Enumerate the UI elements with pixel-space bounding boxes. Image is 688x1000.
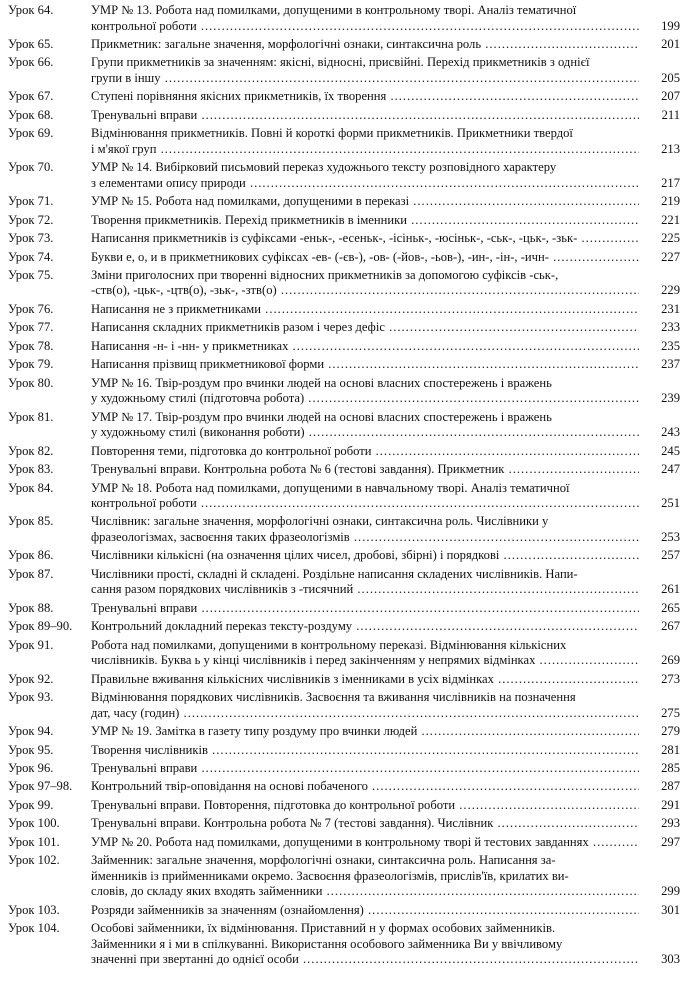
lesson-number: Урок 93. <box>8 690 54 705</box>
lesson-title <box>91 108 639 124</box>
lesson-title <box>91 724 639 740</box>
lesson-title-line: Числівники кількісні (на означення цілих чисел, дробові, збірні) і порядкові ..... <box>91 548 639 564</box>
toc-entry[interactable] <box>0 302 688 318</box>
toc-entry[interactable] <box>0 481 688 512</box>
page-number: 257 <box>646 548 680 564</box>
lesson-number: Урок 68. <box>8 107 54 122</box>
lesson-number: Урок 70. <box>8 160 54 175</box>
lesson-number: Урок 73. <box>8 231 54 246</box>
lesson-title <box>91 55 639 86</box>
lesson-title <box>91 376 639 407</box>
toc-entry[interactable] <box>0 213 688 229</box>
page-number: 247 <box>646 462 680 478</box>
lesson-number: Урок 79. <box>8 357 54 372</box>
lesson-title <box>91 231 639 247</box>
page-number: 201 <box>646 37 680 53</box>
lesson-title <box>91 761 639 777</box>
page-number: 299 <box>646 884 680 900</box>
toc-entry[interactable] <box>0 126 688 157</box>
page-number: 219 <box>646 194 680 210</box>
toc-entry[interactable] <box>0 724 688 740</box>
lesson-title <box>91 743 639 759</box>
lesson-title <box>91 779 639 795</box>
lesson-title-line: йменників із прийменниками окремо. Засвоєння фразеологізмів, прислів'їв, крилатих ви- <box>91 868 569 883</box>
page-number: 267 <box>646 619 680 635</box>
lesson-title <box>91 37 639 53</box>
lesson-number: Урок 71. <box>8 194 54 209</box>
page-number: 217 <box>646 176 680 192</box>
lesson-title-line: Тренувальні вправи. Повторення, підготовка до контрольної роботи ..... <box>91 798 639 814</box>
lesson-number: Урок 101. <box>8 834 60 849</box>
toc-entry[interactable] <box>0 816 688 832</box>
lesson-title-line: Написання прізвищ прикметникової форми ..... <box>91 357 639 373</box>
lesson-title-line: значенні при звертанні до однієї особи ..... <box>91 952 639 968</box>
page-number: 285 <box>646 761 680 777</box>
lesson-title-line: Творення прикметників. Перехід прикметників в іменники ..... <box>91 213 639 229</box>
lesson-title-line: Займенники я і ми в спілкуванні. Використання особового займенника Ви у ввічливому <box>91 936 563 951</box>
lesson-title-line: Тренувальні вправи ..... <box>91 108 639 124</box>
page-number: 243 <box>646 425 680 441</box>
toc-entry[interactable] <box>0 268 688 299</box>
lesson-title <box>91 194 639 210</box>
lesson-title-line: Повторення теми, підготовка до контрольної роботи ..... <box>91 444 639 460</box>
lesson-title <box>91 835 639 851</box>
lesson-number: Урок 102. <box>8 853 60 868</box>
lesson-number: Урок 74. <box>8 249 54 264</box>
lesson-number: Урок 84. <box>8 480 54 495</box>
lesson-title-line: УМР № 13. Робота над помилками, допущеними в контрольному творі. Аналіз тематичної <box>91 3 577 17</box>
lesson-title <box>91 89 639 105</box>
lesson-title-line: УМР № 17. Твір-роздум про вчинки людей на основі власних спостережень і вражень <box>91 409 552 424</box>
toc-entry[interactable] <box>0 619 688 635</box>
page-number: 261 <box>646 582 680 598</box>
lesson-number: Урок 95. <box>8 742 54 757</box>
lesson-title-line: Написання -н- і -нн- у прикметниках ..... <box>91 339 639 355</box>
lesson-title-line: Робота над помилками, допущеними в контрольному переказі. Відмінювання кількісних <box>91 637 567 652</box>
lesson-title-line: Тренувальні вправи ..... <box>91 761 639 777</box>
lesson-title-line: Займенник: загальне значення, морфологічні ознаки, синтаксична роль. Написання за- <box>91 853 556 868</box>
lesson-title <box>91 672 639 688</box>
lesson-number: Урок 86. <box>8 548 54 563</box>
lesson-title-line: Особові займенники, їх відмінювання. Приставний н у формах особових займенників. <box>91 921 556 936</box>
toc-entry[interactable] <box>0 690 688 721</box>
lesson-number: Урок 103. <box>8 902 60 917</box>
page-number: 237 <box>646 357 680 373</box>
lesson-title <box>91 302 639 318</box>
toc-entry[interactable] <box>0 357 688 373</box>
toc-entry[interactable] <box>0 761 688 777</box>
page-number: 233 <box>646 320 680 336</box>
lesson-number: Урок 100. <box>8 816 60 831</box>
lesson-title-line: Розряди займенників за значенням (ознайомлення) ..... <box>91 903 639 919</box>
lesson-number: Урок 91. <box>8 637 54 652</box>
page-number: 205 <box>646 71 680 87</box>
lesson-title-line: Творення числівників ..... <box>91 743 639 759</box>
lesson-title-line: Числівники прості, складні й складені. Роздільне написання складених числівників. Напи- <box>91 566 578 581</box>
lesson-number: Урок 67. <box>8 89 54 104</box>
lesson-title <box>91 690 639 721</box>
toc-entry[interactable] <box>0 638 688 669</box>
lesson-number: Урок 78. <box>8 338 54 353</box>
page-number: 279 <box>646 724 680 740</box>
page-number: 207 <box>646 89 680 105</box>
page-number: 281 <box>646 743 680 759</box>
lesson-number: Урок 92. <box>8 671 54 686</box>
lesson-title-line: дат, часу (годин) ..... <box>91 706 639 722</box>
lesson-title <box>91 567 639 598</box>
lesson-number: Урок 104. <box>8 921 60 936</box>
lesson-title <box>91 3 639 34</box>
page-number: 239 <box>646 391 680 407</box>
lesson-title-line: словів, до складу яких входять займенники ..... <box>91 884 639 900</box>
lesson-number: Урок 88. <box>8 600 54 615</box>
toc-entry[interactable] <box>0 194 688 210</box>
lesson-title <box>91 816 639 832</box>
lesson-number: Урок 85. <box>8 514 54 529</box>
toc-entry[interactable] <box>0 548 688 564</box>
lesson-number: Урок 94. <box>8 724 54 739</box>
page-number: 199 <box>646 19 680 35</box>
lesson-title-line: Написання не з прикметниками ..... <box>91 302 639 318</box>
lesson-number: Урок 99. <box>8 797 54 812</box>
lesson-title <box>91 481 639 512</box>
lesson-number: Урок 80. <box>8 375 54 390</box>
lesson-number: Урок 77. <box>8 320 54 335</box>
lesson-title-line: у художньому стилі (підготовча робота) ..... <box>91 391 639 407</box>
lesson-title-line: Відмінювання прикметників. Повні й короткі форми прикметників. Прикметники твердої <box>91 126 573 141</box>
lesson-title-line: УМР № 14. Вибірковий письмовий переказ художнього тексту розповідного характеру <box>91 160 557 175</box>
toc-entry[interactable] <box>0 672 688 688</box>
lesson-title-line: контрольної роботи ..... <box>91 19 639 35</box>
lesson-title-line: Контрольний докладний переказ тексту-роздуму ..... <box>91 619 639 635</box>
lesson-number: Урок 96. <box>8 760 54 775</box>
toc-entry[interactable] <box>0 3 688 34</box>
lesson-title-line: -ств(о), -цьк-, -цтв(о), -зьк-, -зтв(о) ..... <box>91 283 639 299</box>
lesson-title-line: Написання складних прикметників разом і через дефіс ..... <box>91 320 639 336</box>
toc-entry[interactable] <box>0 514 688 545</box>
page-number: 211 <box>646 108 680 124</box>
lesson-title-line: Ступені порівняння якісних прикметників, їх творення ..... <box>91 89 639 105</box>
toc-entry[interactable] <box>0 160 688 191</box>
page-number: 303 <box>646 952 680 968</box>
lesson-number: Урок 97–98. <box>8 779 73 794</box>
page-number: 301 <box>646 903 680 919</box>
toc-entry[interactable] <box>0 55 688 86</box>
lesson-title-line: Тренувальні вправи. Контрольна робота № 7 (тестові завдання). Числівник ..... <box>91 816 639 832</box>
page-number: 275 <box>646 706 680 722</box>
lesson-number: Урок 72. <box>8 212 54 227</box>
toc-entry[interactable] <box>0 410 688 441</box>
lesson-title <box>91 250 639 266</box>
lesson-title <box>91 798 639 814</box>
page-number: 225 <box>646 231 680 247</box>
toc-entry[interactable] <box>0 444 688 460</box>
lesson-title-line: сання разом порядкових числівників з -тисячний ..... <box>91 582 639 598</box>
lesson-number: Урок 76. <box>8 301 54 316</box>
page-number: 297 <box>646 835 680 851</box>
toc-entry[interactable] <box>0 567 688 598</box>
page-number: 229 <box>646 283 680 299</box>
page-number: 293 <box>646 816 680 832</box>
lesson-title-line: з елементами опису природи ..... <box>91 176 639 192</box>
toc-entry[interactable] <box>0 376 688 407</box>
lesson-title-line: Відмінювання порядкових числівників. Засвоєння та вживання числівників на позначення <box>91 690 576 705</box>
lesson-title-line: Тренувальні вправи. Контрольна робота № 6 (тестові завдання). Прикметник ..... <box>91 462 639 478</box>
page-number: 269 <box>646 653 680 669</box>
page-number: 251 <box>646 496 680 512</box>
lesson-title-line: УМР № 15. Робота над помилками, допущеними в переказі ..... <box>91 194 639 210</box>
lesson-title-line: Букви е, о, и в прикметникових суфіксах -ев- (-єв-), -ов- (-йов-, -ьов-), -ин-, -ін-, -ичн- ..... <box>91 250 639 266</box>
lesson-number: Урок 66. <box>8 55 54 70</box>
toc-entry[interactable] <box>0 231 688 247</box>
toc-entry[interactable] <box>0 462 688 478</box>
lesson-title <box>91 514 639 545</box>
page-number: 273 <box>646 672 680 688</box>
lesson-title-line: контрольної роботи ..... <box>91 496 639 512</box>
lesson-number: Урок 82. <box>8 443 54 458</box>
lesson-title <box>91 339 639 355</box>
toc-entry[interactable] <box>0 743 688 759</box>
lesson-number: Урок 83. <box>8 462 54 477</box>
lesson-title <box>91 357 639 373</box>
lesson-title <box>91 213 639 229</box>
lesson-number: Урок 87. <box>8 566 54 581</box>
lesson-title <box>91 903 639 919</box>
lesson-title-line: УМР № 18. Робота над помилками, допущеними в навчальному творі. Аналіз тематичної <box>91 480 570 495</box>
lesson-title <box>91 268 639 299</box>
lesson-title <box>91 619 639 635</box>
lesson-title-line: Написання прикметників із суфіксами -еньк-, -есеньк-, -ісіньк-, -юсіньк-, -ськ-, -цьк-, -зьк- ..... <box>91 231 639 247</box>
lesson-title <box>91 921 639 968</box>
lesson-title <box>91 853 639 900</box>
lesson-number: Урок 64. <box>8 3 54 17</box>
toc-entry[interactable] <box>0 89 688 105</box>
lesson-title-line: Зміни приголосних при творенні відносних прикметників за допомогою суфіксів -ськ-, <box>91 267 559 282</box>
lesson-number: Урок 89–90. <box>8 619 73 634</box>
lesson-title-line: Прикметник: загальне значення, морфологічні ознаки, синтаксична роль ..... <box>91 37 639 53</box>
lesson-title-line: Тренувальні вправи ..... <box>91 601 639 617</box>
page-number: 245 <box>646 444 680 460</box>
lesson-title-line: Числівник: загальне значення, морфологічні ознаки, синтаксична роль. Числівники у <box>91 514 549 529</box>
lesson-title-line: Правильне вживання кількісних числівників з іменниками в усіх відмінках ..... <box>91 672 639 688</box>
toc-entry[interactable] <box>0 108 688 124</box>
page-number: 265 <box>646 601 680 617</box>
lesson-title <box>91 320 639 336</box>
lesson-title-line: Групи прикметників за значенням: якісні, відносні, присвійні. Перехід прикметників з однієї <box>91 55 590 70</box>
lesson-title <box>91 462 639 478</box>
lesson-number: Урок 65. <box>8 36 54 51</box>
lesson-title-line: фразеологізмах, засвоєння таких фразеологізмів ..... <box>91 530 639 546</box>
lesson-number: Урок 81. <box>8 409 54 424</box>
toc-entry[interactable] <box>0 921 688 968</box>
lesson-title-line: групи в іншу ..... <box>91 71 639 87</box>
lesson-title <box>91 548 639 564</box>
lesson-title <box>91 160 639 191</box>
page-number: 291 <box>646 798 680 814</box>
page-number: 287 <box>646 779 680 795</box>
lesson-title-line: у художньому стилі (виконання роботи) ..... <box>91 425 639 441</box>
toc-entry[interactable] <box>0 798 688 814</box>
toc-entry[interactable] <box>0 835 688 851</box>
lesson-title-line: і м'якої груп ..... <box>91 142 639 158</box>
page-number: 253 <box>646 530 680 546</box>
lesson-title-line: Контрольний твір-оповідання на основі побаченого ..... <box>91 779 639 795</box>
lesson-title <box>91 126 639 157</box>
toc-entry[interactable] <box>0 779 688 795</box>
page-number: 213 <box>646 142 680 158</box>
lesson-title-line: числівників. Буква ь у кінці числівників і перед закінченням у непрямих відмінках ..... <box>91 653 639 669</box>
page-number: 227 <box>646 250 680 266</box>
page-number: 231 <box>646 302 680 318</box>
lesson-title <box>91 410 639 441</box>
lesson-title <box>91 444 639 460</box>
lesson-number: Урок 69. <box>8 126 54 141</box>
lesson-title-line: УМР № 20. Робота над помилками, допущеними в контрольному творі й тестових завданнях ..... <box>91 835 639 851</box>
toc-entry[interactable] <box>0 339 688 355</box>
lesson-title-line: УМР № 16. Твір-роздум про вчинки людей на основі власних спостережень і вражень <box>91 375 552 390</box>
lesson-number: Урок 75. <box>8 267 54 282</box>
page-number: 221 <box>646 213 680 229</box>
toc-entry[interactable] <box>0 853 688 900</box>
toc-entry[interactable] <box>0 250 688 266</box>
toc-entry[interactable] <box>0 601 688 617</box>
toc-entry[interactable] <box>0 37 688 53</box>
toc-entry[interactable] <box>0 903 688 919</box>
lesson-title <box>91 601 639 617</box>
page-number: 235 <box>646 339 680 355</box>
lesson-title <box>91 638 639 669</box>
toc-entry[interactable] <box>0 320 688 336</box>
lesson-title-line: УМР № 19. Замітка в газету типу роздуму про вчинки людей ..... <box>91 724 639 740</box>
